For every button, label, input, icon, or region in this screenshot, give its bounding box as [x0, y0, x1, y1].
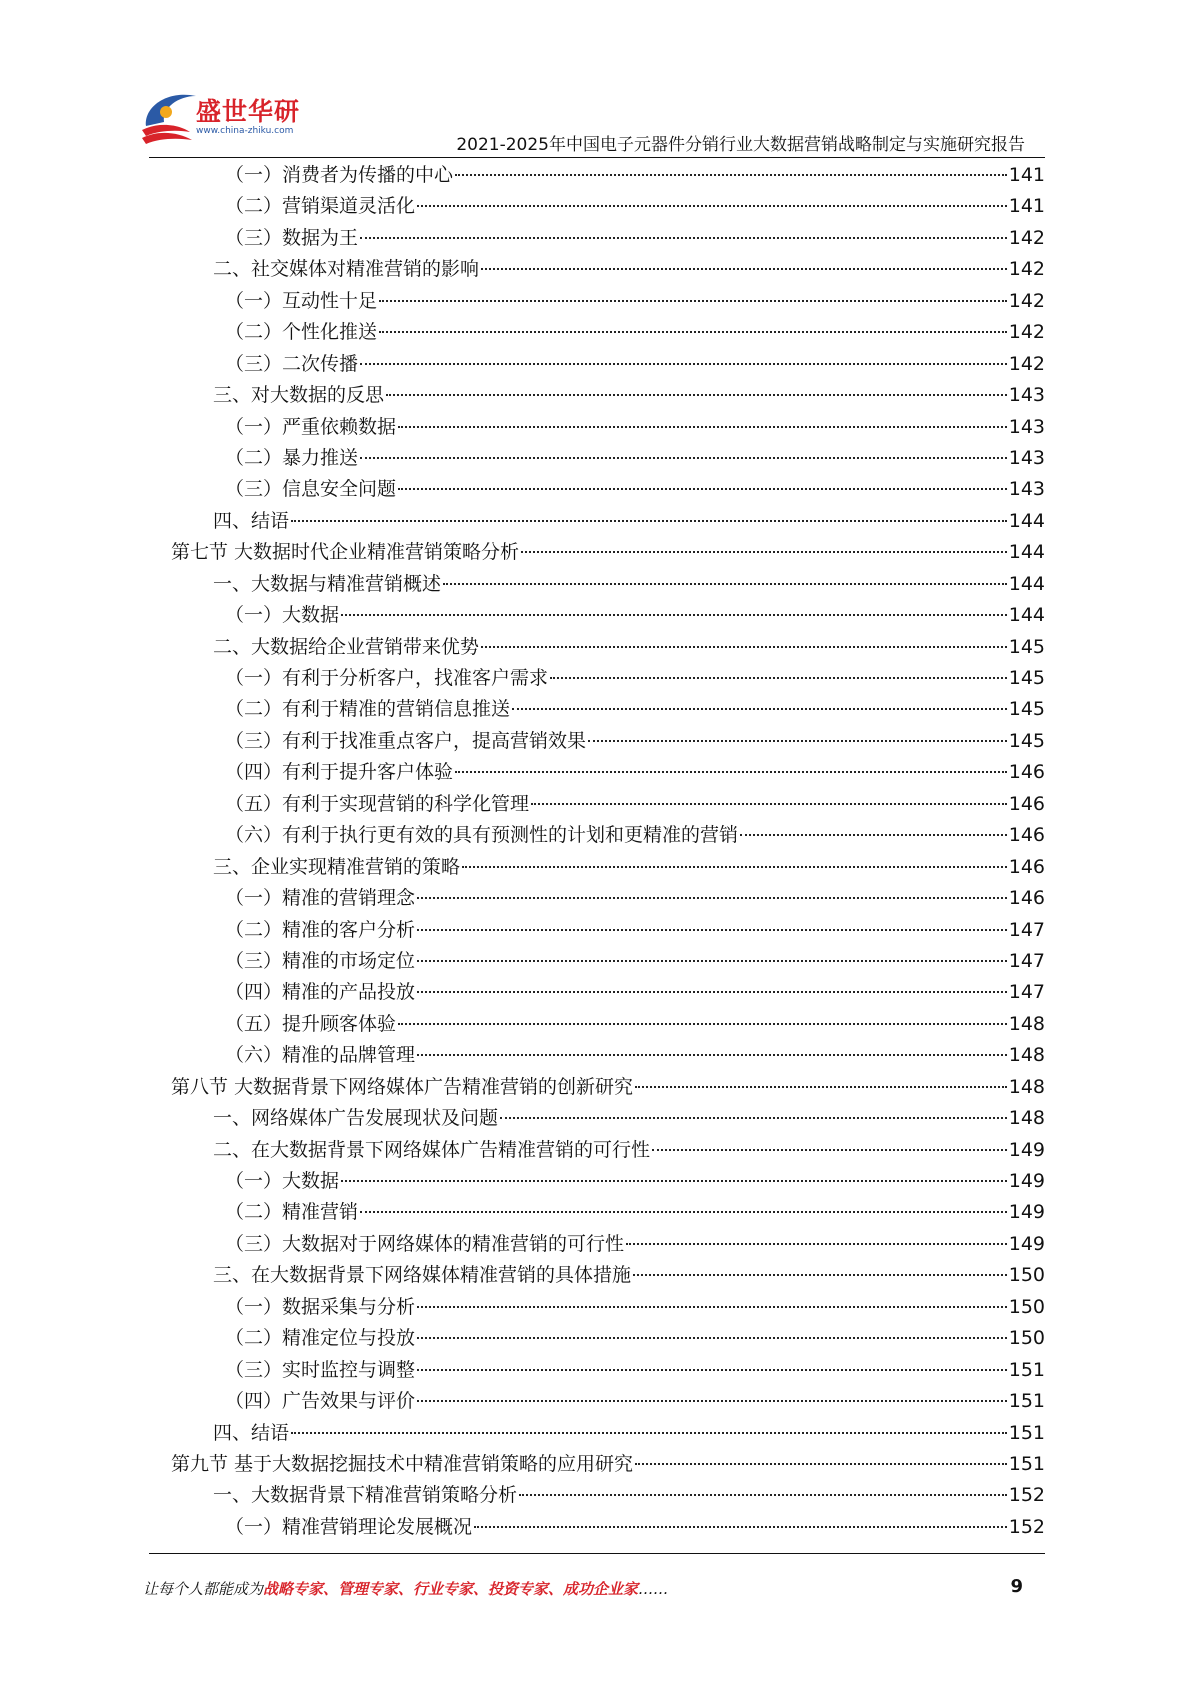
- toc-entry-label: （二）精准的客户分析: [225, 918, 416, 941]
- toc-entry-label: 二、大数据给企业营销带来优势: [213, 635, 480, 658]
- toc-leader-dots: [398, 1023, 1007, 1025]
- toc-leader-dots: [635, 1463, 1007, 1465]
- toc-entry[interactable]: [185, 254, 1045, 285]
- toc-entry[interactable]: [185, 412, 1045, 443]
- footer-slogan: [143, 1578, 668, 1599]
- toc-entry[interactable]: [185, 1197, 1045, 1228]
- toc-entry-label: （三）实时监控与调整: [225, 1358, 416, 1381]
- toc-entry-label: （五）有利于实现营销的科学化管理: [225, 792, 530, 815]
- toc-entry-page: 146: [1008, 761, 1045, 784]
- toc-entry-page: 142: [1008, 289, 1045, 312]
- toc-leader-dots: [417, 897, 1007, 899]
- toc-entry[interactable]: [185, 852, 1045, 883]
- footer-divider: [149, 1553, 1045, 1554]
- toc-entry[interactable]: [185, 1386, 1045, 1417]
- toc-entry-label: 四、结语: [213, 1421, 290, 1444]
- toc-entry-page: 142: [1008, 258, 1045, 281]
- table-of-contents: [171, 160, 1045, 1543]
- toc-entry-label: 三、对大数据的反思: [213, 384, 385, 407]
- toc-entry[interactable]: [185, 820, 1045, 851]
- toc-entry-label: （一）精准营销理论发展概况: [225, 1515, 473, 1538]
- toc-entry[interactable]: [171, 1449, 1045, 1480]
- toc-entry-page: 147: [1008, 981, 1045, 1004]
- toc-entry-label: （一）数据采集与分析: [225, 1295, 416, 1318]
- toc-leader-dots: [652, 1149, 1007, 1151]
- toc-entry-page: 149: [1008, 1201, 1045, 1224]
- toc-leader-dots: [417, 1369, 1007, 1371]
- toc-entry-label: 一、大数据背景下精准营销策略分析: [213, 1484, 518, 1507]
- toc-entry-label: （四）精准的产品投放: [225, 981, 416, 1004]
- toc-entry-page: 150: [1008, 1264, 1045, 1287]
- toc-entry-label: （一）消费者为传播的中心: [225, 164, 454, 186]
- toc-entry-page: 150: [1008, 1295, 1045, 1318]
- toc-entry-page: 145: [1008, 698, 1045, 721]
- toc-leader-dots: [455, 771, 1007, 773]
- toc-leader-dots: [633, 1274, 1007, 1276]
- toc-entry-page: 147: [1008, 918, 1045, 941]
- toc-entry-page: 146: [1008, 855, 1045, 878]
- toc-entry-page: 149: [1008, 1138, 1045, 1161]
- toc-entry-label: 四、结语: [213, 509, 290, 532]
- toc-entry-label: 第七节 大数据时代企业精准营销策略分析: [171, 541, 520, 564]
- toc-entry-label: （一）严重依赖数据: [225, 415, 397, 438]
- page-header: [0, 0, 1191, 170]
- toc-entry[interactable]: [185, 317, 1045, 348]
- toc-leader-dots: [740, 834, 1007, 836]
- page-number: 9: [1010, 1576, 1023, 1597]
- header-divider: [149, 157, 1045, 158]
- toc-entry-page: 144: [1008, 541, 1045, 564]
- toc-entry[interactable]: [185, 632, 1045, 663]
- toc-entry-label: 二、在大数据背景下网络媒体广告精准营销的可行性: [213, 1138, 651, 1161]
- toc-entry-label: 第八节 大数据背景下网络媒体广告精准营销的创新研究: [171, 1075, 634, 1098]
- toc-entry[interactable]: [185, 883, 1045, 914]
- toc-leader-dots: [481, 646, 1007, 648]
- toc-entry-label: （一）大数据: [225, 1170, 340, 1192]
- toc-entry[interactable]: [185, 1009, 1045, 1040]
- toc-entry[interactable]: [185, 1040, 1045, 1071]
- toc-entry[interactable]: [171, 537, 1045, 568]
- footer-slogan-suffix: ……: [638, 1580, 669, 1598]
- toc-entry[interactable]: [185, 569, 1045, 600]
- toc-entry-page: 151: [1008, 1452, 1045, 1475]
- toc-entry-page: 150: [1008, 1327, 1045, 1350]
- toc-entry-page: 143: [1008, 415, 1045, 438]
- toc-entry-label: （二）精准营销: [225, 1201, 359, 1224]
- toc-entry-page: 142: [1008, 321, 1045, 344]
- toc-leader-dots: [512, 708, 1007, 710]
- toc-entry-page: 148: [1008, 1107, 1045, 1130]
- toc-entry-label: （六）有利于执行更有效的具有预测性的计划和更精准的营销: [225, 824, 739, 847]
- toc-entry-label: 二、社交媒体对精准营销的影响: [213, 258, 480, 281]
- toc-entry-page: 149: [1008, 1232, 1045, 1255]
- toc-entry-label: （三）大数据对于网络媒体的精准营销的可行性: [225, 1232, 625, 1255]
- toc-entry[interactable]: [185, 1260, 1045, 1291]
- toc-entry-page: 143: [1008, 478, 1045, 501]
- toc-entry-label: （二）营销渠道灵活化: [225, 195, 416, 218]
- toc-entry-label: 一、网络媒体广告发展现状及问题: [213, 1107, 499, 1130]
- toc-entry[interactable]: [185, 757, 1045, 788]
- toc-leader-dots: [626, 1243, 1007, 1245]
- toc-entry-label: （四）广告效果与评价: [225, 1390, 416, 1413]
- toc-entry-label: （三）二次传播: [225, 352, 359, 375]
- toc-leader-dots: [474, 1526, 1007, 1528]
- toc-entry[interactable]: [185, 1292, 1045, 1323]
- toc-entry-label: （三）精准的市场定位: [225, 949, 416, 972]
- toc-entry[interactable]: [185, 1103, 1045, 1134]
- toc-leader-dots: [417, 1400, 1007, 1402]
- toc-leader-dots: [588, 740, 1007, 742]
- toc-entry-page: 148: [1008, 1075, 1045, 1098]
- toc-entry-page: 146: [1008, 792, 1045, 815]
- toc-leader-dots: [360, 457, 1007, 459]
- toc-entry-label: 三、企业实现精准营销的策略: [213, 855, 461, 878]
- toc-entry-page: 142: [1008, 352, 1045, 375]
- brand-url: www.china-zhiku.com: [196, 126, 294, 136]
- toc-leader-dots: [379, 331, 1007, 333]
- toc-entry[interactable]: [185, 506, 1045, 537]
- toc-leader-dots: [417, 1337, 1007, 1339]
- toc-entry-label: （三）有利于找准重点客户，提高营销效果: [225, 729, 587, 752]
- toc-leader-dots: [550, 677, 1007, 679]
- toc-entry-page: 151: [1008, 1358, 1045, 1381]
- toc-entry[interactable]: [185, 915, 1045, 946]
- toc-leader-dots: [398, 426, 1007, 428]
- toc-entry[interactable]: [185, 1323, 1045, 1354]
- toc-leader-dots: [531, 803, 1007, 805]
- toc-leader-dots: [291, 520, 1007, 522]
- toc-entry-page: 152: [1008, 1484, 1045, 1507]
- toc-entry-page: 146: [1008, 824, 1045, 847]
- toc-entry-page: 151: [1008, 1421, 1045, 1444]
- toc-entry-label: （二）暴力推送: [225, 446, 359, 469]
- toc-leader-dots: [500, 1117, 1007, 1119]
- toc-entry-page: 148: [1008, 1044, 1045, 1067]
- toc-entry-label: （二）精准定位与投放: [225, 1327, 416, 1350]
- footer-slogan-prefix: 让每个人都能成为: [143, 1580, 264, 1598]
- toc-leader-dots: [417, 929, 1007, 931]
- toc-entry[interactable]: [185, 223, 1045, 254]
- toc-entry[interactable]: [185, 380, 1045, 411]
- toc-leader-dots: [417, 1054, 1007, 1056]
- toc-entry-page: 148: [1008, 1012, 1045, 1035]
- toc-entry-label: （五）提升顾客体验: [225, 1012, 397, 1035]
- toc-entry-page: 144: [1008, 509, 1045, 532]
- toc-entry[interactable]: [185, 160, 1045, 191]
- toc-leader-dots: [341, 1180, 1007, 1182]
- toc-entry-label: （三）数据为王: [225, 226, 359, 249]
- toc-entry-label: （四）有利于提升客户体验: [225, 761, 454, 784]
- toc-leader-dots: [519, 1494, 1007, 1496]
- toc-leader-dots: [417, 1306, 1007, 1308]
- toc-entry[interactable]: [185, 1135, 1045, 1166]
- toc-leader-dots: [455, 174, 1007, 176]
- toc-entry[interactable]: [185, 286, 1045, 317]
- toc-entry[interactable]: [185, 349, 1045, 380]
- toc-entry-page: 145: [1008, 635, 1045, 658]
- toc-entry[interactable]: [185, 1418, 1045, 1449]
- report-title: 2021-2025年中国电子元器件分销行业大数据营销战略制定与实施研究报告: [456, 135, 1025, 155]
- toc-entry-page: 147: [1008, 949, 1045, 972]
- toc-entry-label: （一）大数据: [225, 604, 340, 627]
- toc-entry-label: （一）互动性十足: [225, 289, 378, 312]
- toc-entry[interactable]: [185, 1229, 1045, 1260]
- toc-leader-dots: [360, 237, 1007, 239]
- toc-entry-page: 152: [1008, 1515, 1045, 1538]
- toc-leader-dots: [481, 268, 1007, 270]
- toc-leader-dots: [462, 866, 1007, 868]
- toc-entry-page: 146: [1008, 887, 1045, 910]
- toc-entry[interactable]: [185, 191, 1045, 222]
- toc-entry[interactable]: [185, 726, 1045, 757]
- toc-entry-label: 三、在大数据背景下网络媒体精准营销的具体措施: [213, 1264, 632, 1287]
- toc-entry-page: 141: [1008, 195, 1045, 218]
- toc-entry-page: 144: [1008, 604, 1045, 627]
- toc-entry[interactable]: [185, 663, 1045, 694]
- toc-entry-page: 143: [1008, 384, 1045, 407]
- toc-leader-dots: [386, 394, 1007, 396]
- toc-entry-label: （六）精准的品牌管理: [225, 1044, 416, 1067]
- toc-entry-page: 149: [1008, 1170, 1045, 1192]
- toc-entry[interactable]: [185, 1166, 1045, 1197]
- toc-entry[interactable]: [185, 694, 1045, 725]
- toc-entry-label: （二）个性化推送: [225, 321, 378, 344]
- toc-entry[interactable]: [185, 1480, 1045, 1511]
- toc-leader-dots: [291, 1432, 1007, 1434]
- toc-entry[interactable]: [171, 1072, 1045, 1103]
- brand-name: 盛世华研: [196, 97, 301, 126]
- toc-leader-dots: [360, 1211, 1007, 1213]
- toc-leader-dots: [398, 488, 1007, 490]
- toc-entry[interactable]: [185, 474, 1045, 505]
- toc-entry[interactable]: [185, 443, 1045, 474]
- toc-leader-dots: [360, 363, 1007, 365]
- toc-entry-label: 第九节 基于大数据挖掘技术中精准营销策略的应用研究: [171, 1452, 634, 1475]
- toc-entry[interactable]: [185, 1355, 1045, 1386]
- toc-entry-label: （三）信息安全问题: [225, 478, 397, 501]
- toc-entry[interactable]: [185, 600, 1045, 631]
- toc-leader-dots: [635, 1086, 1007, 1088]
- toc-entry-page: 151: [1008, 1390, 1045, 1413]
- toc-entry-page: 145: [1008, 667, 1045, 689]
- toc-entry-label: （一）有利于分析客户，找准客户需求: [225, 667, 549, 689]
- toc-entry[interactable]: [185, 977, 1045, 1008]
- toc-leader-dots: [417, 205, 1007, 207]
- toc-entry-label: （一）精准的营销理念: [225, 887, 416, 910]
- toc-entry[interactable]: [185, 1512, 1045, 1543]
- toc-leader-dots: [379, 300, 1007, 302]
- toc-entry-page: 141: [1008, 164, 1045, 186]
- toc-entry-page: 142: [1008, 226, 1045, 249]
- toc-entry-page: 144: [1008, 572, 1045, 595]
- toc-entry-page: 145: [1008, 729, 1045, 752]
- toc-leader-dots: [443, 583, 1007, 585]
- toc-leader-dots: [417, 991, 1007, 993]
- toc-leader-dots: [521, 551, 1007, 553]
- toc-leader-dots: [417, 960, 1007, 962]
- toc-entry-page: 143: [1008, 446, 1045, 469]
- toc-leader-dots: [341, 614, 1007, 616]
- toc-entry[interactable]: [185, 789, 1045, 820]
- footer-slogan-highlight: 战略专家、管理专家、行业专家、投资专家、成功企业家: [263, 1580, 639, 1598]
- toc-entry-label: （二）有利于精准的营销信息推送: [225, 698, 511, 721]
- toc-entry[interactable]: [185, 946, 1045, 977]
- toc-entry-label: 一、大数据与精准营销概述: [213, 572, 442, 595]
